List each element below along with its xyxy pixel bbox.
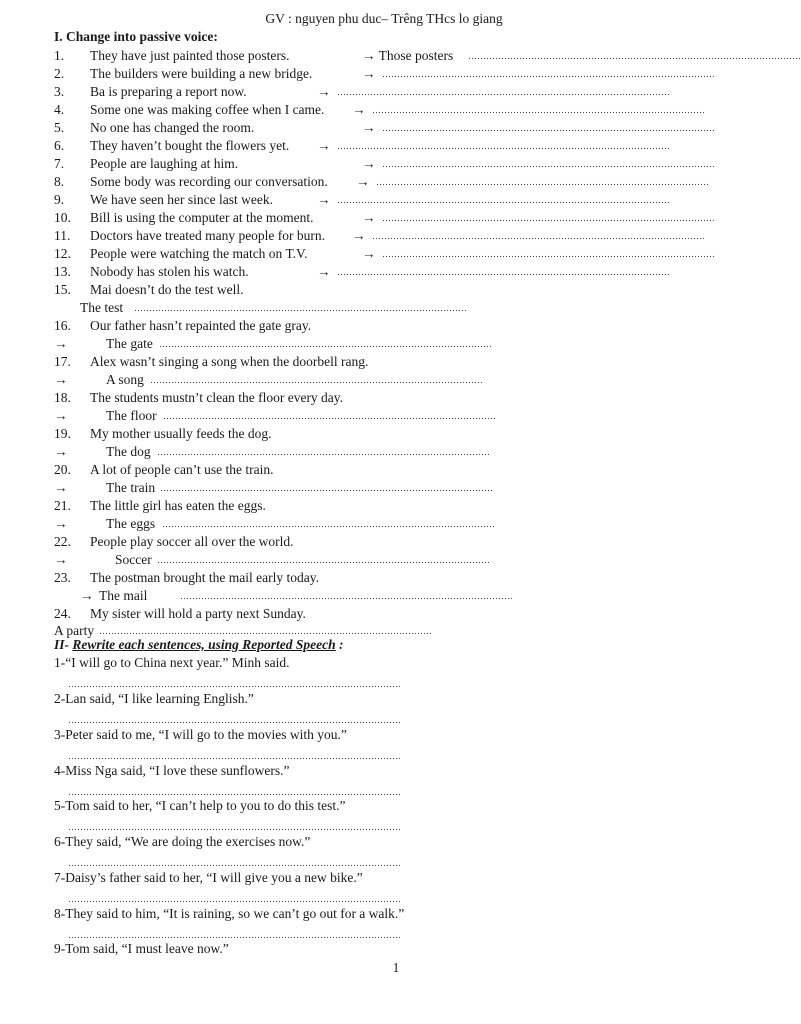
answer-line: …………………………………………………………………………………………………: [68, 787, 401, 797]
answer-line: → The gate …………………………………………………………………………………………………: [54, 336, 492, 351]
answer-line: → The floor …………………………………………………………………………………………………: [54, 408, 496, 423]
section-2-title: II- Rewrite each sentences, using Reported Speech :: [54, 637, 344, 652]
answer-line: …………………………………………………………………………………………………: [68, 822, 401, 832]
passive-item: 7. People are laughing at him. → …………………………………………………………………………………………………: [54, 156, 715, 171]
answer-line: The test …………………………………………………………………………………………………: [80, 300, 467, 315]
passive-item: 23. The postman brought the mail early today.: [54, 570, 319, 585]
reported-item: 4-Miss Nga said, “I love these sunflowers.”: [54, 763, 290, 778]
passive-item: 13. Nobody has stolen his watch. → …………………………………………………………………………………………………: [54, 264, 670, 279]
passive-item: 4. Some one was making coffee when I came. → …………………………………………………………………………………………………: [54, 102, 705, 117]
answer-line: …………………………………………………………………………………………………: [68, 715, 401, 725]
answer-line: …………………………………………………………………………………………………: [68, 930, 401, 940]
reported-item: 8-They said to him, “It is raining, so we can’t go out for a walk.”: [54, 906, 405, 921]
passive-item: 10. Bill is using the computer at the moment. → …………………………………………………………………………………………………: [54, 210, 715, 225]
passive-item: 11. Doctors have treated many people for burn. → …………………………………………………………………………………………………: [54, 228, 705, 243]
reported-item: 2-Lan said, “I like learning English.”: [54, 691, 254, 706]
page-header: GV : nguyen phu duc– Trêng THcs lo giang: [265, 11, 503, 26]
answer-line: …………………………………………………………………………………………………: [68, 751, 401, 761]
answer-line: …………………………………………………………………………………………………: [68, 679, 401, 689]
answer-line: → The dog …………………………………………………………………………………………………: [54, 444, 490, 459]
passive-item: 20. A lot of people can’t use the train.: [54, 462, 274, 477]
section-1-title: I. Change into passive voice:: [54, 29, 218, 44]
passive-item: 17. Alex wasn’t singing a song when the doorbell rang.: [54, 354, 369, 369]
answer-line: → Soccer …………………………………………………………………………………………………: [54, 552, 490, 567]
passive-item: 12. People were watching the match on T.V. → …………………………………………………………………………………………………: [54, 246, 715, 261]
answer-line: → A song …………………………………………………………………………………………………: [54, 372, 483, 387]
passive-item: 18. The students mustn’t clean the floor every day.: [54, 390, 344, 405]
answer-line: → The eggs …………………………………………………………………………………………………: [54, 516, 495, 531]
answer-line: …………………………………………………………………………………………………: [68, 858, 401, 868]
passive-item: 16. Our father hasn’t repainted the gate gray.: [54, 318, 312, 333]
reported-item: 7-Daisy’s father said to her, “I will give you a new bike.”: [54, 870, 363, 885]
passive-item: 19. My mother usually feeds the dog.: [54, 426, 272, 441]
passive-item: 22. People play soccer all over the world.: [54, 534, 294, 549]
passive-item: 9. We have seen her since last week. → …………………………………………………………………………………………………: [54, 192, 670, 207]
passive-item: 21. The little girl has eaten the eggs.: [54, 498, 266, 513]
passive-item: 15. Mai doesn’t do the test well.: [54, 282, 244, 297]
answer-line: A party …………………………………………………………………………………………………: [54, 623, 432, 638]
passive-item: 2. The builders were building a new bridge. → …………………………………………………………………………………………………: [54, 66, 715, 81]
reported-item: 3-Peter said to me, “I will go to the movies with you.”: [54, 727, 347, 742]
passive-item: 1. They have just painted those posters. → Those posters …………………………………………………………………………………………………: [54, 48, 801, 63]
reported-item: 6-They said, “We are doing the exercises now.”: [54, 834, 311, 849]
passive-item: 24. My sister will hold a party next Sunday.: [54, 606, 306, 621]
reported-item: 5-Tom said to her, “I can’t help to you to do this test.”: [54, 798, 346, 813]
passive-item: 8. Some body was recording our conversation. → …………………………………………………………………………………………………: [54, 174, 709, 189]
page-number: 1: [392, 960, 400, 975]
passive-item: 5. No one has changed the room. → …………………………………………………………………………………………………: [54, 120, 715, 135]
passive-item: 6. They haven’t bought the flowers yet. → …………………………………………………………………………………………………: [54, 138, 670, 153]
answer-line: → The train …………………………………………………………………………………………………: [54, 480, 493, 495]
reported-item: 1-“I will go to China next year.” Minh said.: [54, 655, 290, 670]
answer-line: …………………………………………………………………………………………………: [68, 894, 401, 904]
reported-item: 9-Tom said, “I must leave now.”: [54, 941, 229, 956]
answer-line: → The mail …………………………………………………………………………………………………: [80, 588, 513, 603]
passive-item: 3. Ba is preparing a report now. → …………………………………………………………………………………………………: [54, 84, 670, 99]
